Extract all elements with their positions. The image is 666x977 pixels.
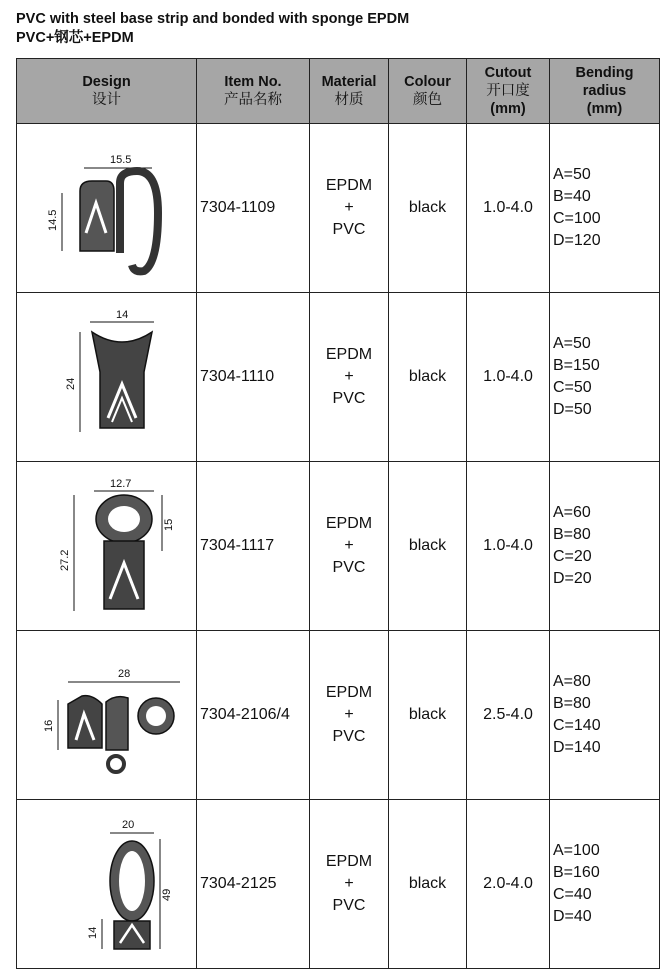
header-row: [17, 59, 660, 124]
colour-cell: black: [389, 800, 467, 969]
bending-cell: A=80 B=80 C=140 D=140: [550, 631, 660, 800]
header-cutout: Cutout 开口度 (mm): [467, 59, 550, 124]
svg-text:15.5: 15.5: [109, 154, 131, 166]
bending-cell: A=100 B=160 C=40 D=40: [550, 800, 660, 969]
cutout-cell: 2.0-4.0: [467, 800, 550, 969]
design-cell: [17, 800, 197, 969]
svg-text:20: 20: [121, 819, 134, 831]
profile-drawing-7304-1110: [32, 302, 182, 452]
profile-drawing-7304-2106: [32, 640, 182, 790]
bending-cell: A=60 B=80 C=20 D=20: [550, 462, 660, 631]
title-line-1: PVC with steel base strip and bonded with sponge EPDM: [16, 11, 410, 27]
header-item: Item No. 产品名称: [197, 59, 310, 124]
header-colour: Colour 颜色: [389, 59, 467, 124]
item-number: 7304-1110: [197, 293, 310, 462]
colour-cell: black: [389, 293, 467, 462]
table-row: [17, 462, 660, 631]
cutout-cell: 1.0-4.0: [467, 293, 550, 462]
bending-cell: A=50 B=150 C=50 D=50: [550, 293, 660, 462]
svg-text:16: 16: [42, 719, 55, 732]
svg-text:27.2: 27.2: [58, 549, 71, 571]
colour-cell: black: [389, 631, 467, 800]
product-table: [16, 58, 660, 969]
design-cell: [17, 124, 197, 293]
header-bending: Bending radius (mm): [550, 59, 660, 124]
material-cell: EPDM + PVC: [310, 124, 389, 293]
material-cell: EPDM + PVC: [310, 631, 389, 800]
svg-text:49: 49: [160, 888, 173, 901]
svg-text:12.7: 12.7: [109, 478, 131, 490]
colour-cell: black: [389, 462, 467, 631]
design-cell: [17, 462, 197, 631]
bending-cell: A=50 B=40 C=100 D=120: [550, 124, 660, 293]
profile-drawing-7304-1109: [32, 133, 182, 283]
profile-drawing-7304-2125: [32, 809, 182, 959]
design-cell: [17, 631, 197, 800]
design-cell: [17, 293, 197, 462]
svg-text:14: 14: [86, 926, 99, 939]
profile-drawing-7304-1117: [32, 471, 182, 621]
item-number: 7304-1117: [197, 462, 310, 631]
table-row: [17, 800, 660, 969]
svg-text:24: 24: [64, 377, 77, 390]
item-number: 7304-1109: [197, 124, 310, 293]
title-line-2: PVC+钢芯+EPDM: [16, 30, 134, 46]
cutout-cell: 1.0-4.0: [467, 124, 550, 293]
item-number: 7304-2106/4: [197, 631, 310, 800]
material-cell: EPDM + PVC: [310, 462, 389, 631]
table-row: [17, 293, 660, 462]
cutout-cell: 1.0-4.0: [467, 462, 550, 631]
material-cell: EPDM + PVC: [310, 293, 389, 462]
svg-text:28: 28: [117, 668, 130, 680]
table-row: [17, 631, 660, 800]
header-design: Design 设计: [17, 59, 197, 124]
cutout-cell: 2.5-4.0: [467, 631, 550, 800]
table-row: [17, 124, 660, 293]
colour-cell: black: [389, 124, 467, 293]
svg-text:14: 14: [115, 309, 128, 321]
document-title: [16, 10, 656, 48]
item-number: 7304-2125: [197, 800, 310, 969]
header-material: Material 材质: [310, 59, 389, 124]
svg-text:15: 15: [162, 518, 175, 531]
svg-text:14.5: 14.5: [46, 209, 59, 231]
material-cell: EPDM + PVC: [310, 800, 389, 969]
